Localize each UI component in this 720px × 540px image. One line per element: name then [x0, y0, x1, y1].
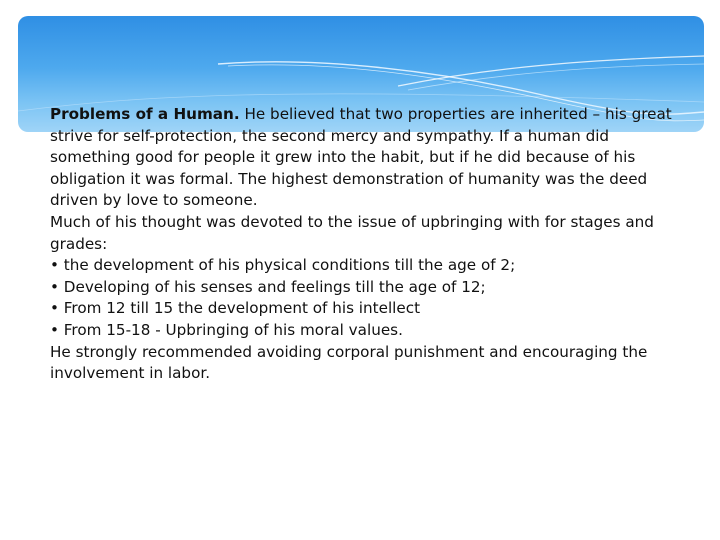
list-item: • From 12 till 15 the development of his intellect: [50, 299, 421, 318]
list-item: • Developing of his senses and feelings till the age of 12;: [50, 277, 486, 296]
closing-paragraph: He strongly recommended avoiding corporal punishment and encouraging the involvement in labor.: [50, 342, 648, 383]
stages-list: [50, 255, 680, 341]
upbringing-paragraph: Much of his thought was devoted to the issue of upbringing with for stages and grades:: [50, 212, 654, 253]
list-item: • the development of his physical conditions till the age of 2;: [50, 256, 516, 275]
intro-paragraph: [50, 104, 680, 212]
intro-text: He believed that two properties are inherited – his great strive for self-protection, the second mercy and sympathy. If a human did something good for people it grew into the habit, but if he did because of his obligation it was formal. The highest demonstration of humanity was the deed driven by love to someone.: [50, 105, 672, 210]
list-item: • From 15-18 - Upbringing of his moral values.: [50, 320, 403, 339]
section-heading: Problems of a Human.: [50, 105, 240, 123]
slide-body: [50, 104, 680, 385]
